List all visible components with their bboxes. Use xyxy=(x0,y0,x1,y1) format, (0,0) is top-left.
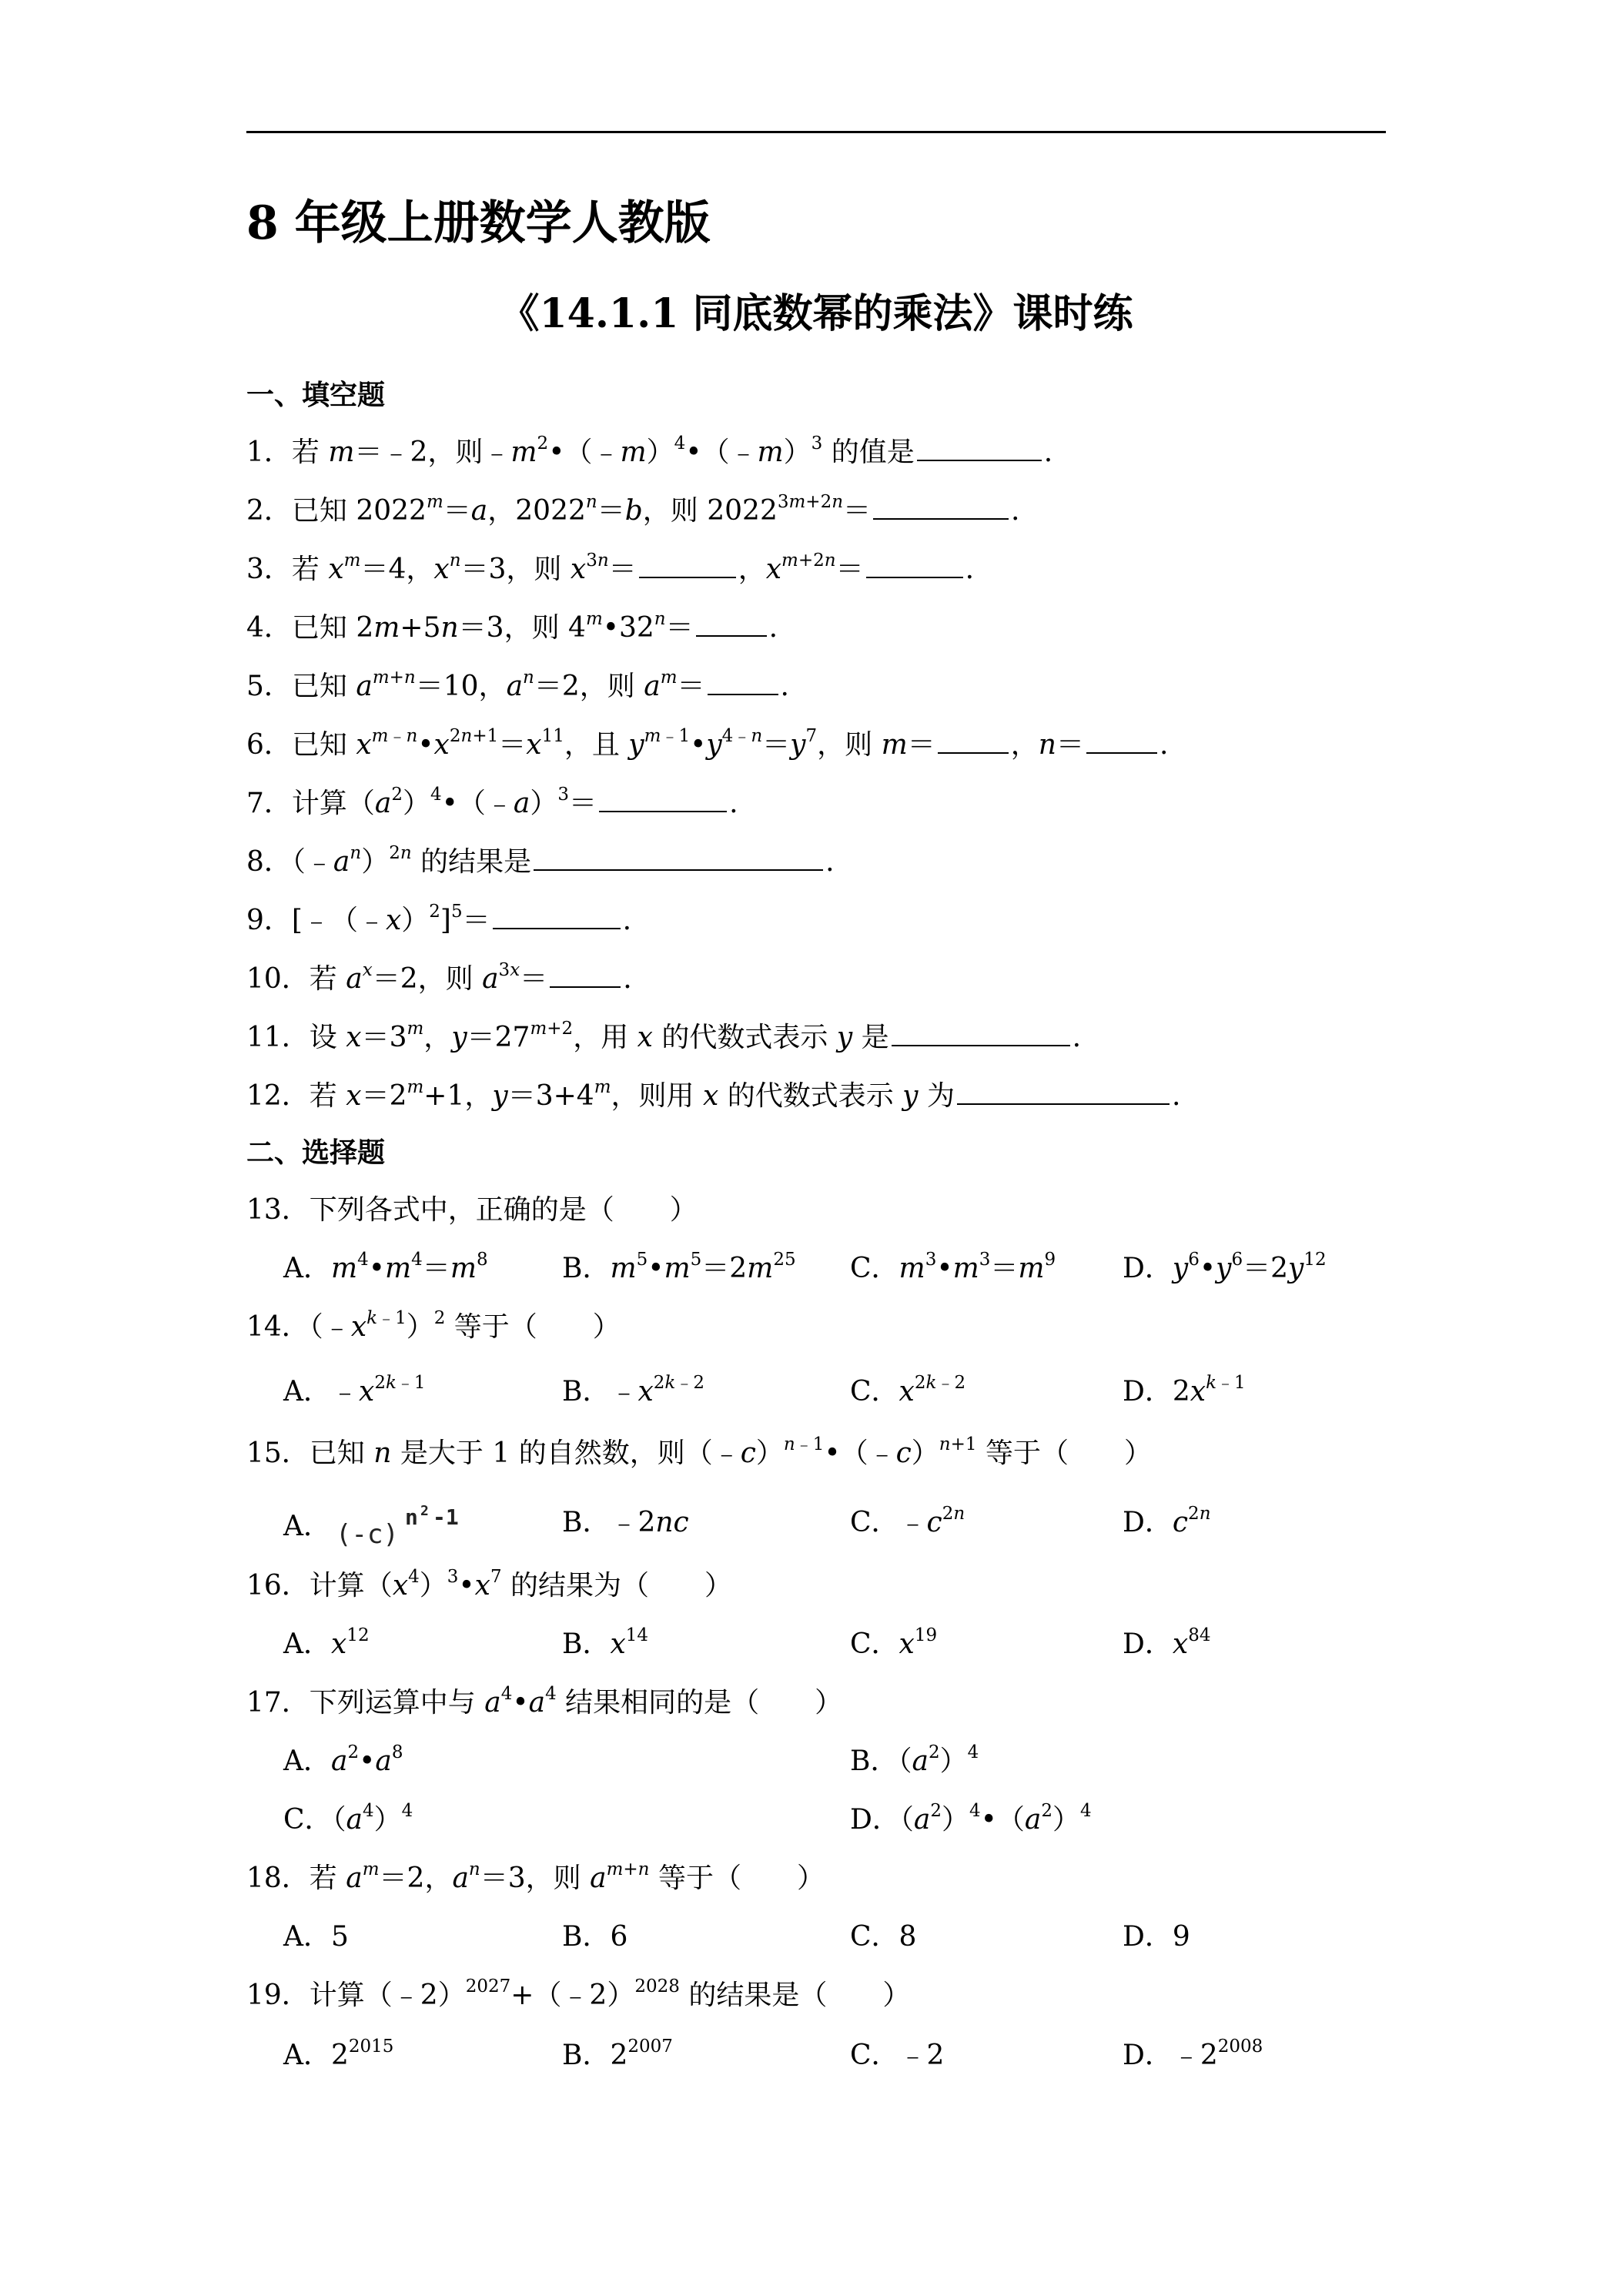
question-5: 5．已知 $a^{m+n}=10$，$a^n=2$，则 $a^m=$ . xyxy=(246,668,789,702)
option-17c[interactable]: C．$(a^4)^4$ xyxy=(283,1801,413,1836)
question-15: 15．已知 n 是大于 1 的自然数，则（﹣c）$^{n﹣1}$•（﹣c）$^{n+1}$ 等于（ ） xyxy=(246,1434,1152,1469)
option-16a[interactable]: A．$x^{12}$ xyxy=(283,1625,370,1660)
option-13b[interactable]: B．$m^5•m^5=2m^{25}$ xyxy=(562,1250,796,1284)
question-10: 10．若 $a^x=2$，则 $a^{3x}=$ . xyxy=(246,960,632,995)
option-19c[interactable]: C．﹣2 xyxy=(850,2040,945,2071)
option-13d[interactable]: D．$y^6•y^6=2y^{12}$ xyxy=(1123,1250,1327,1284)
option-14d[interactable]: D．$2x^{k﹣1}$ xyxy=(1123,1373,1246,1407)
option-17b[interactable]: B．$(a^2)^4$ xyxy=(850,1742,979,1777)
question-1: 1．若 m＝﹣2，则$﹣m^2•(﹣m)^4•(﹣m)^3$ 的值是 . xyxy=(246,433,1053,468)
option-15d[interactable]: D．$c^{2n}$ xyxy=(1123,1504,1211,1538)
question-4: 4．已知 2m+5n＝3，则 $4^m•32^n=$ . xyxy=(246,609,778,644)
question-7: 7．计算$(a^2)^4•(﹣a)^3=$ . xyxy=(246,785,738,819)
option-15a[interactable]: A． (-c) n 2 -1 xyxy=(283,1504,477,1552)
question-17: 17．下列运算中与 $a^4•a^4$ 结果相同的是（ ） xyxy=(246,1684,843,1719)
svg-text:2: 2 xyxy=(420,1504,429,1519)
option-16c[interactable]: C．$x^{19}$ xyxy=(850,1625,938,1660)
answer-blank[interactable] xyxy=(493,905,621,929)
option-16d[interactable]: D．$x^{84}$ xyxy=(1123,1625,1211,1660)
question-3: 3．若 $x^m=4$，$x^n=3$，则 $x^{3n}=$ ，$x^{m+2n}=$ . xyxy=(246,551,975,585)
option-19d[interactable]: D．$﹣2^{2008}$ xyxy=(1123,2037,1263,2071)
section-heading-fill: 一、填空题 xyxy=(246,379,386,411)
option-16b[interactable]: B．$x^{14}$ xyxy=(562,1625,649,1660)
question-16: 16．计算$(x^4)^3•x^7$ 的结果为（ ） xyxy=(246,1567,733,1602)
answer-blank[interactable] xyxy=(534,846,823,871)
option-17a[interactable]: A．$a^2•a^8$ xyxy=(283,1742,403,1777)
svg-text:n: n xyxy=(405,1504,418,1530)
answer-blank[interactable] xyxy=(639,554,736,578)
answer-blank[interactable] xyxy=(708,671,778,695)
option-14b[interactable]: B．$﹣x^{2k﹣2}$ xyxy=(562,1373,704,1407)
option-18b[interactable]: B．6 xyxy=(562,1921,628,1953)
answer-blank[interactable] xyxy=(873,495,1009,520)
header-rule xyxy=(246,131,1386,133)
svg-text:-1: -1 xyxy=(433,1504,459,1530)
svg-text:(-c): (-c) xyxy=(336,1519,399,1550)
answer-blank[interactable] xyxy=(892,1022,1070,1046)
option-15b[interactable]: B．﹣2nc xyxy=(562,1507,689,1538)
answer-blank[interactable] xyxy=(957,1080,1170,1105)
question-19: 19．计算（﹣2）$^{2027}$+（﹣2）$^{2028}$ 的结果是（ ） xyxy=(246,1976,911,2011)
option-15c[interactable]: C．$﹣c^{2n}$ xyxy=(850,1504,965,1538)
option-18d[interactable]: D．9 xyxy=(1123,1921,1190,1953)
option-18c[interactable]: C．8 xyxy=(850,1921,917,1953)
question-11: 11．设 $x=3^m$，$y=27^{m+2}$，用 x 的代数式表示 y 是 . xyxy=(246,1019,1082,1053)
answer-blank[interactable] xyxy=(938,729,1009,754)
section-heading-choice: 二、选择题 xyxy=(246,1136,386,1169)
page-title: 《14.1.1 同底数幂的乘法》课时练 xyxy=(499,290,1133,337)
option-13a[interactable]: A．$m^4•m^4=m^8$ xyxy=(283,1250,488,1284)
option-17d[interactable]: D．$(a^2)^4•(a^2)^4$ xyxy=(850,1801,1092,1836)
question-13: 13．下列各式中，正确的是（ ） xyxy=(246,1194,698,1226)
answer-blank[interactable] xyxy=(550,963,621,988)
option-19a[interactable]: A．$2^{2015}$ xyxy=(283,2037,394,2071)
page-grade-heading: 8 年级上册数学人教版 xyxy=(246,196,711,250)
option-14c[interactable]: C．$x^{2k﹣2}$ xyxy=(850,1373,966,1407)
question-8: 8．$(﹣a^n)^{2n}$ 的结果是 . xyxy=(246,843,835,878)
option-image-formula xyxy=(331,1504,477,1552)
question-12: 12．若 $x=2^m+1$，$y=3+4^m$，则用 x 的代数式表示 y 为 . xyxy=(246,1077,1181,1112)
option-13c[interactable]: C．$m^3•m^3=m^9$ xyxy=(850,1250,1056,1284)
question-14: 14．$(﹣x^{k﹣1})^2$ 等于（ ） xyxy=(246,1308,621,1343)
question-18: 18．若 $a^m=2$，$a^n=3$，则 $a^{m+n}$ 等于（ ） xyxy=(246,1859,825,1894)
answer-blank[interactable] xyxy=(599,788,727,812)
option-19b[interactable]: B．$2^{2007}$ xyxy=(562,2037,673,2071)
option-18a[interactable]: A．5 xyxy=(283,1921,349,1953)
answer-blank[interactable] xyxy=(866,554,963,578)
answer-blank[interactable] xyxy=(1086,729,1157,754)
question-2: 2．已知 $2022^m=a$，$2022^n=b$，则 $2022^{3m+2n}=$ . xyxy=(246,492,1020,527)
option-14a[interactable]: A．$﹣x^{2k﹣1}$ xyxy=(283,1373,426,1407)
question-9: 9．[﹣（﹣x）$^2$]$^5$＝ . xyxy=(246,902,632,936)
answer-blank[interactable] xyxy=(917,437,1042,461)
question-6: 6．已知 $x^{m﹣n}•x^{2n+1}=x^{11}$，且 $y^{m﹣1}•y^{4﹣n}=y^7$，则 m＝ ，n＝ . xyxy=(246,726,1169,761)
answer-blank[interactable] xyxy=(696,612,767,637)
